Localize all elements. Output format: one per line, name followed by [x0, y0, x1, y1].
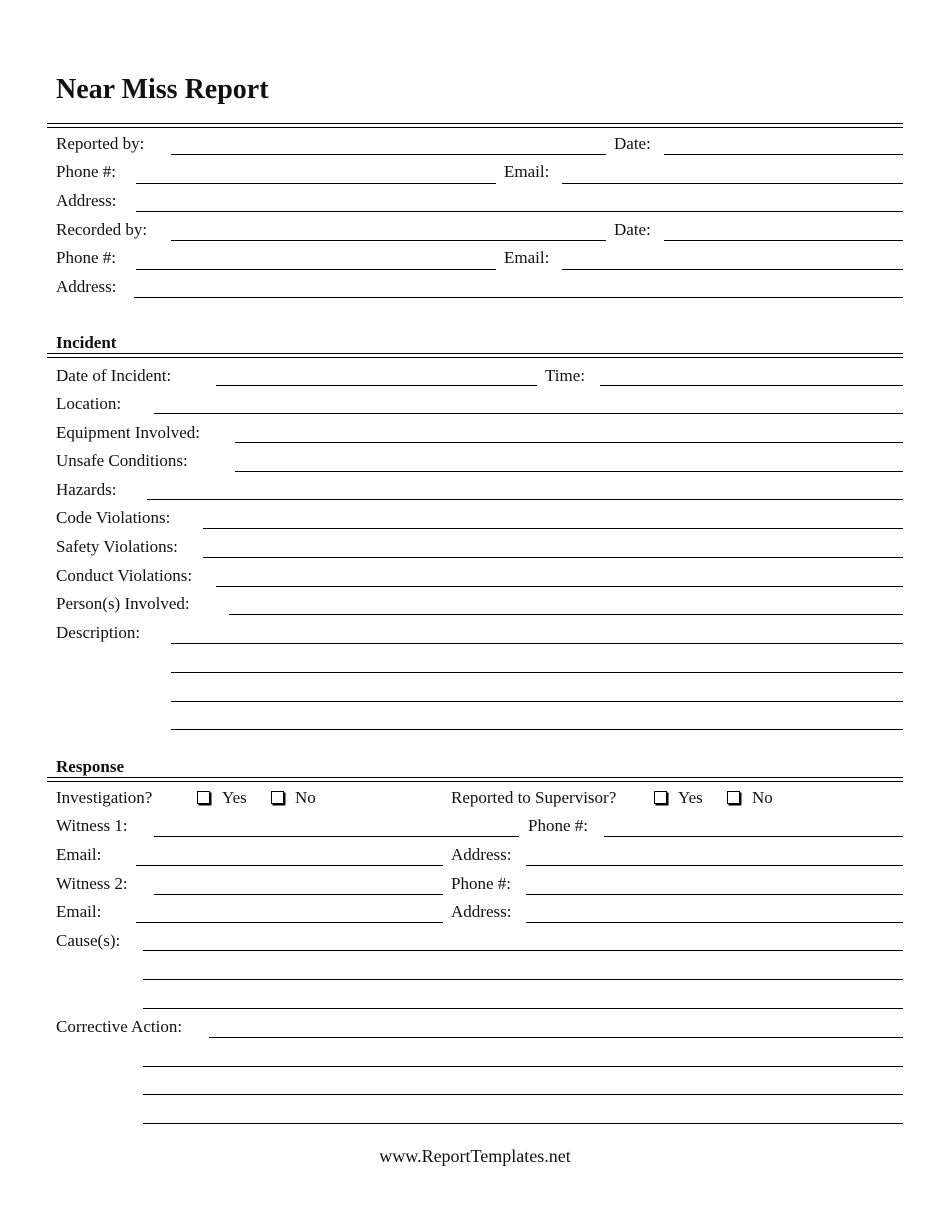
response-divider: [47, 777, 903, 782]
incident-heading: Incident: [56, 333, 117, 352]
witness1-address-label: Address:: [451, 845, 512, 864]
reported-date-field[interactable]: [664, 154, 903, 155]
investigation-yes-label: Yes: [222, 788, 247, 807]
description-line-2[interactable]: [171, 672, 903, 673]
equipment-involved-label: Equipment Involved:: [56, 423, 201, 442]
recorder-email-label: Email:: [504, 248, 550, 267]
recorder-phone-label: Phone #:: [56, 248, 116, 267]
hazards-label: Hazards:: [56, 480, 117, 499]
reporter-phone-field[interactable]: [136, 183, 496, 184]
witness2-phone-field[interactable]: [526, 894, 903, 895]
unsafe-conditions-label: Unsafe Conditions:: [56, 451, 188, 470]
witness1-address-field[interactable]: [526, 865, 903, 866]
witness1-phone-label: Phone #:: [528, 816, 588, 835]
witness2-address-field[interactable]: [526, 922, 903, 923]
hazards-field[interactable]: [147, 499, 903, 500]
investigation-yes-checkbox[interactable]: [197, 791, 210, 804]
reported-by-field[interactable]: [171, 154, 606, 155]
recorded-date-field[interactable]: [664, 240, 903, 241]
witness1-phone-field[interactable]: [604, 836, 903, 837]
recorded-by-field[interactable]: [171, 240, 606, 241]
recorder-address-label: Address:: [56, 277, 117, 296]
corrective-action-line-3[interactable]: [143, 1094, 903, 1095]
corrective-action-line-2[interactable]: [143, 1066, 903, 1067]
witness2-email-label: Email:: [56, 902, 102, 921]
code-violations-label: Code Violations:: [56, 508, 171, 527]
supervisor-no-label: No: [752, 788, 773, 807]
investigation-no-checkbox[interactable]: [271, 791, 284, 804]
recorder-address-field[interactable]: [134, 297, 903, 298]
corrective-action-label: Corrective Action:: [56, 1017, 183, 1036]
witness2-address-label: Address:: [451, 902, 512, 921]
description-line-3[interactable]: [171, 701, 903, 702]
reporter-address-field[interactable]: [136, 211, 903, 212]
causes-line-2[interactable]: [143, 979, 903, 980]
persons-involved-label: Person(s) Involved:: [56, 594, 190, 613]
reporter-email-label: Email:: [504, 162, 550, 181]
witness2-label: Witness 2:: [56, 874, 128, 893]
witness2-email-field[interactable]: [136, 922, 443, 923]
investigation-label: Investigation?: [56, 788, 153, 807]
persons-involved-field[interactable]: [229, 614, 903, 615]
safety-violations-label: Safety Violations:: [56, 537, 178, 556]
causes-line-1[interactable]: [143, 950, 903, 951]
corrective-action-line-1[interactable]: [209, 1037, 903, 1038]
supervisor-no-checkbox[interactable]: [727, 791, 740, 804]
incident-divider: [47, 353, 903, 358]
recorded-by-label: Recorded by:: [56, 220, 148, 239]
witness1-field[interactable]: [154, 836, 519, 837]
description-line-1[interactable]: [171, 643, 903, 644]
reporter-phone-label: Phone #:: [56, 162, 116, 181]
causes-label: Cause(s):: [56, 931, 121, 950]
witness1-email-label: Email:: [56, 845, 102, 864]
time-field[interactable]: [600, 385, 903, 386]
response-heading: Response: [56, 757, 125, 776]
witness1-label: Witness 1:: [56, 816, 128, 835]
reported-date-label: Date:: [614, 134, 651, 153]
witness2-phone-label: Phone #:: [451, 874, 511, 893]
title-divider: [47, 123, 903, 128]
footer-website: www.ReportTemplates.net: [379, 1146, 571, 1166]
supervisor-yes-label: Yes: [678, 788, 703, 807]
page-title: Near Miss Report: [56, 74, 269, 105]
location-field[interactable]: [154, 413, 903, 414]
witness1-email-field[interactable]: [136, 865, 443, 866]
location-label: Location:: [56, 394, 122, 413]
time-label: Time:: [545, 366, 586, 385]
description-line-4[interactable]: [171, 729, 903, 730]
witness2-field[interactable]: [154, 894, 443, 895]
recorder-phone-field[interactable]: [136, 269, 496, 270]
description-label: Description:: [56, 623, 141, 642]
investigation-no-label: No: [295, 788, 316, 807]
reported-by-label: Reported by:: [56, 134, 145, 153]
reporter-address-label: Address:: [56, 191, 117, 210]
recorded-date-label: Date:: [614, 220, 651, 239]
conduct-violations-label: Conduct Violations:: [56, 566, 193, 585]
causes-line-3[interactable]: [143, 1008, 903, 1009]
supervisor-yes-checkbox[interactable]: [654, 791, 667, 804]
recorder-email-field[interactable]: [562, 269, 903, 270]
reporter-email-field[interactable]: [562, 183, 903, 184]
date-of-incident-field[interactable]: [216, 385, 537, 386]
code-violations-field[interactable]: [203, 528, 903, 529]
corrective-action-line-4[interactable]: [143, 1123, 903, 1124]
equipment-involved-field[interactable]: [235, 442, 903, 443]
reported-to-supervisor-label: Reported to Supervisor?: [451, 788, 617, 807]
date-of-incident-label: Date of Incident:: [56, 366, 172, 385]
unsafe-conditions-field[interactable]: [235, 471, 903, 472]
conduct-violations-field[interactable]: [216, 586, 903, 587]
safety-violations-field[interactable]: [203, 557, 903, 558]
